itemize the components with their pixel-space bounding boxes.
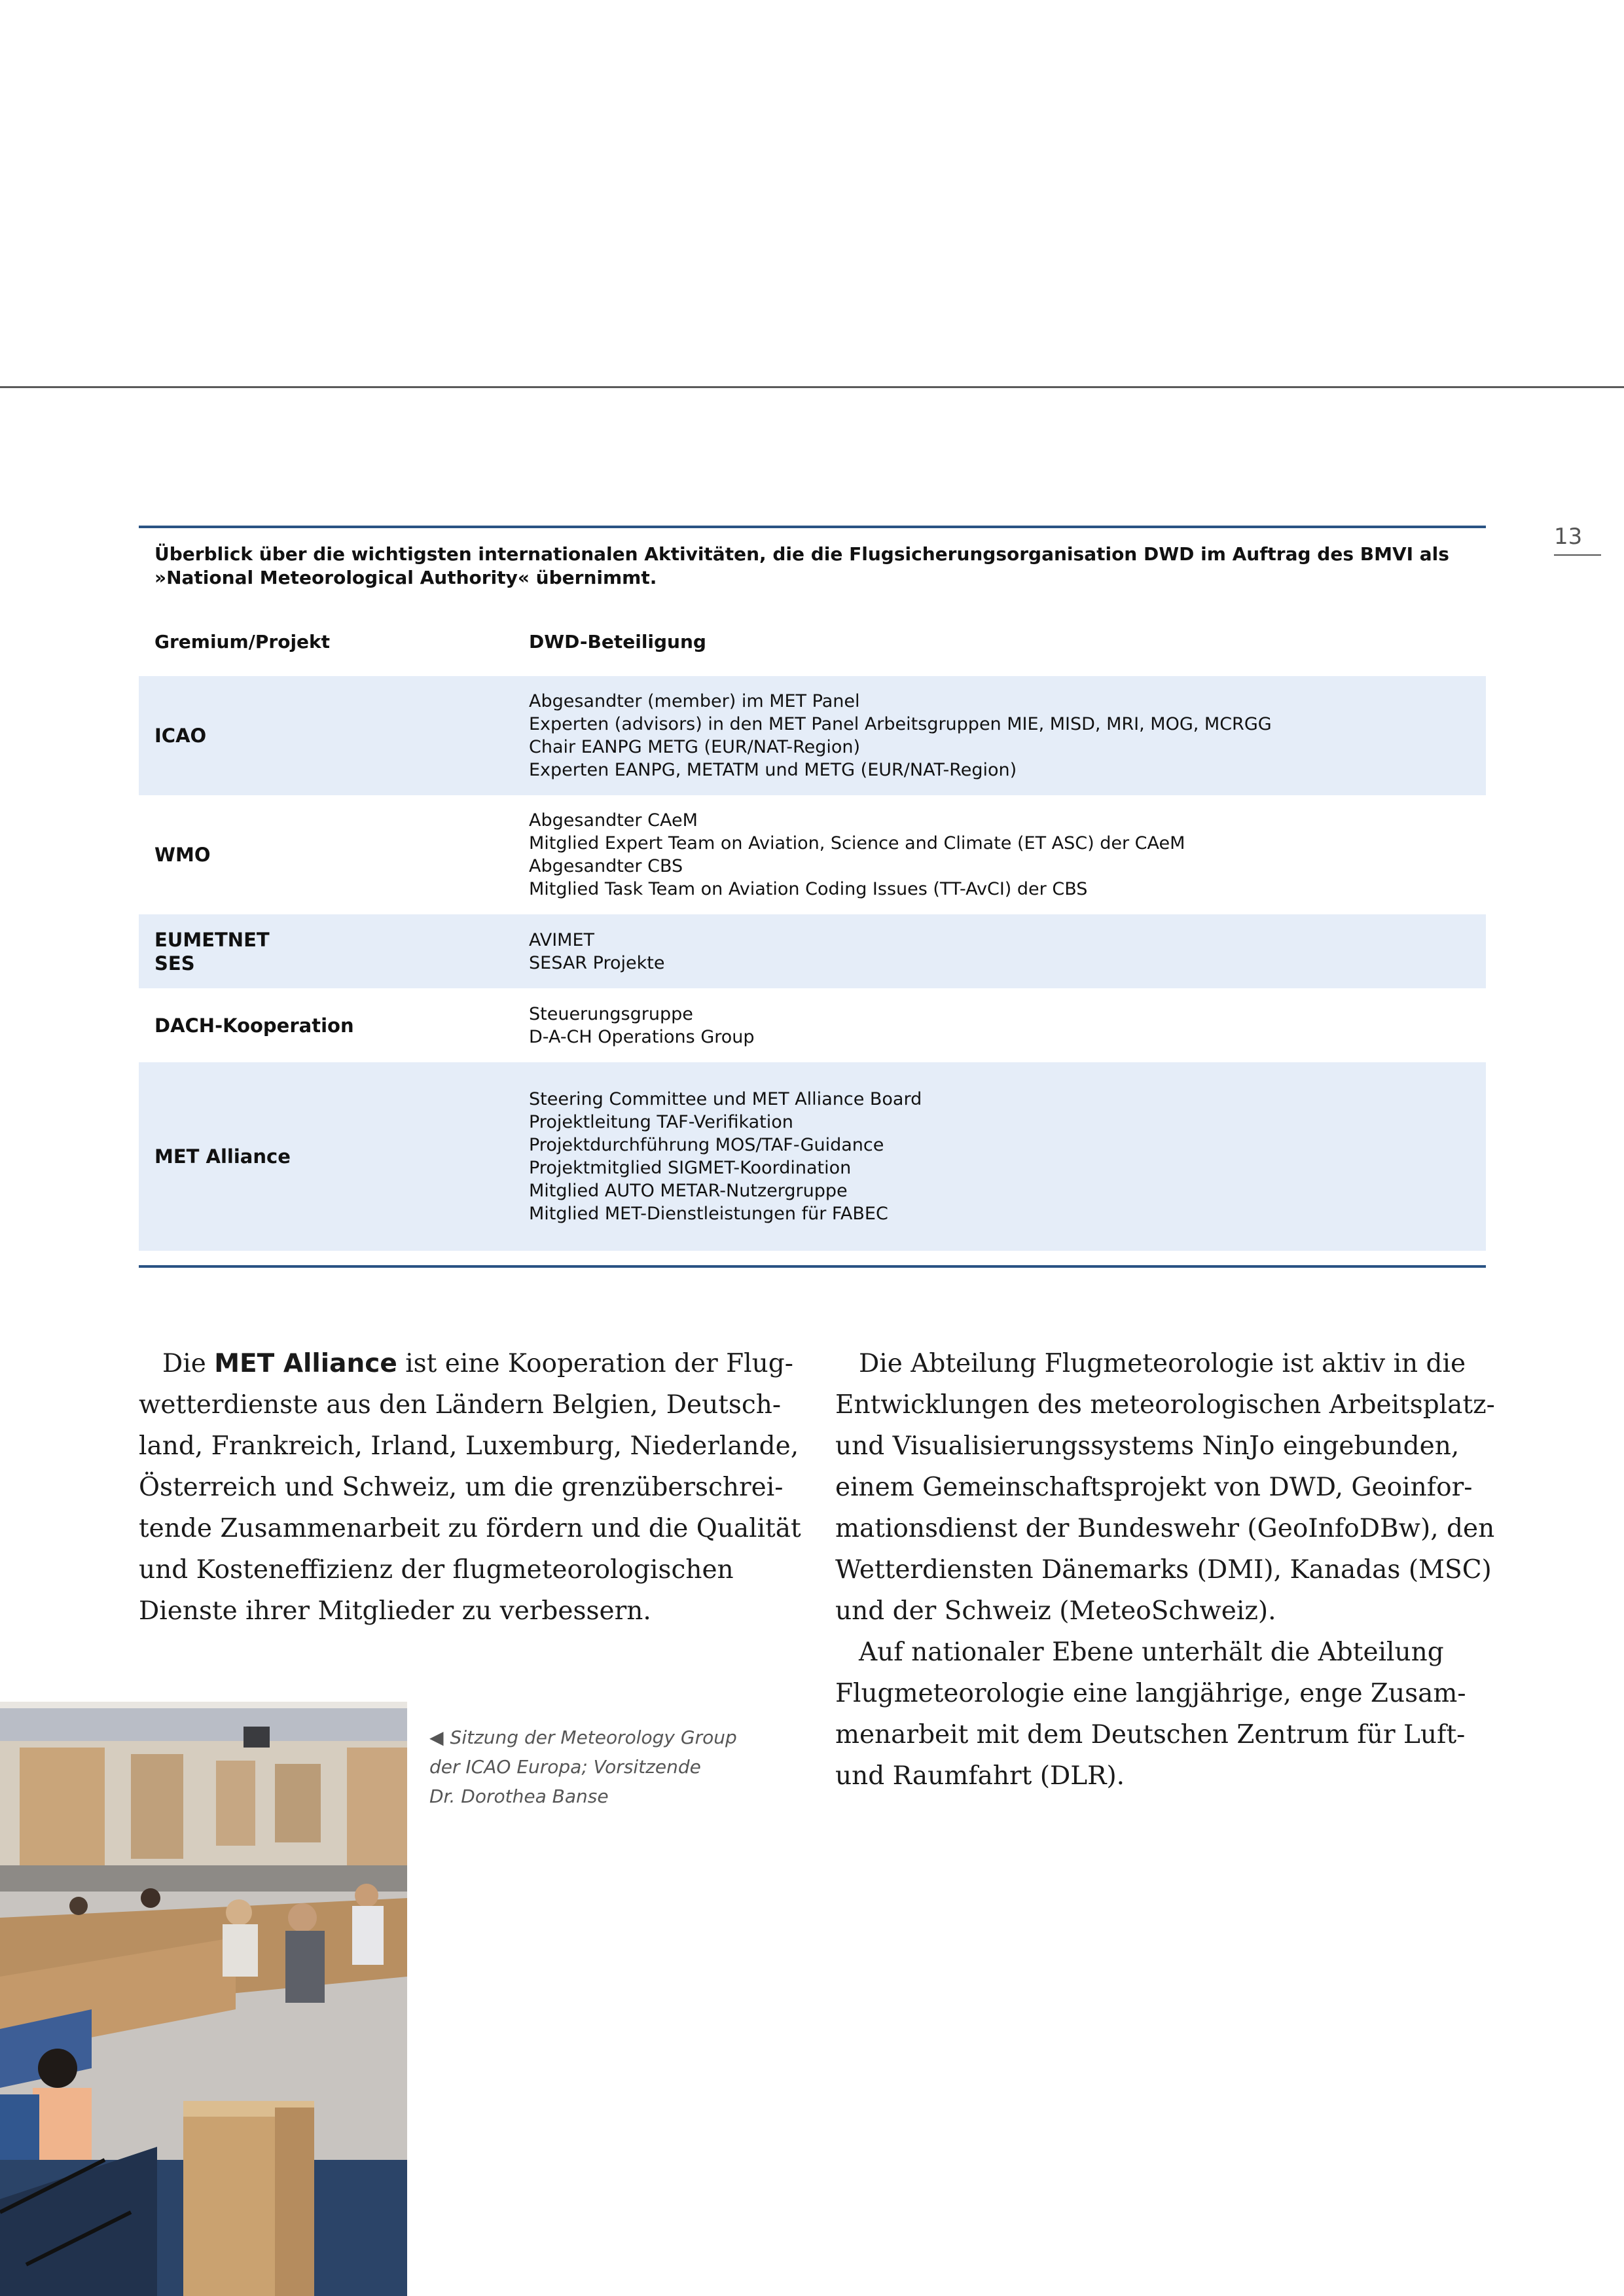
meeting-photo-illustration: [0, 1702, 407, 2296]
row-items: [529, 929, 1486, 975]
column-header-beteiligung: DWD-Beteiligung: [529, 630, 706, 653]
caption-line: Dr. Dorothea Banse: [429, 1785, 609, 1807]
row-item: Mitglied AUTO METAR-Nutzergruppe: [529, 1181, 848, 1201]
activities-table: [139, 526, 1486, 1268]
paragraph-line: Dienste ihrer Mitglieder zu verbessern.: [139, 1596, 651, 1626]
page-number: 13: [1554, 524, 1583, 550]
row-item: Steering Committee und MET Alliance Board: [529, 1089, 922, 1109]
paragraph-line: [139, 1343, 800, 1384]
row-item: Experten (advisors) in den MET Panel Arbeitsgruppen MIE, MISD, MRI, MOG, MCRGG: [529, 714, 1272, 734]
table-header-row: [139, 607, 1486, 676]
row-item: Experten EANPG, METATM und METG (EUR/NAT-Region): [529, 760, 1017, 780]
row-items: [529, 809, 1486, 901]
lead-prefix: Die: [162, 1349, 215, 1378]
paragraph-line: und Kosteneffizienz der flugmeteorologischen: [139, 1555, 734, 1585]
row-item: SESAR Projekte: [529, 952, 665, 973]
paragraph-line: Die Abteilung Flugmeteorologie ist aktiv in die: [859, 1349, 1466, 1378]
table-caption: [139, 528, 1486, 607]
table-bottom-rule: [139, 1265, 1486, 1268]
table-row-icao: [139, 676, 1486, 795]
lead-suffix: ist eine Kooperation der Flug-: [397, 1349, 793, 1378]
row-label: [139, 928, 529, 975]
column-header-gremium: Gremium/Projekt: [154, 630, 331, 653]
row-label-line: WMO: [154, 844, 211, 866]
row-label: [139, 843, 529, 867]
row-label-line: DACH-Kooperation: [154, 1014, 354, 1037]
paragraph-line: Österreich und Schweiz, um die grenzüberschrei-: [139, 1473, 784, 1502]
row-label-line: SES: [154, 952, 195, 975]
row-item: Projektmitglied SIGMET-Koordination: [529, 1158, 852, 1178]
row-item: Mitglied Expert Team on Aviation, Science and Climate (ET ASC) der CAeM: [529, 833, 1185, 853]
table-row-dach: [139, 988, 1486, 1062]
paragraph-line: und Raumfahrt (DLR).: [835, 1761, 1125, 1791]
paragraph-line: land, Frankreich, Irland, Luxemburg, Niederlande,: [139, 1431, 799, 1461]
row-label-line: EUMETNET: [154, 928, 270, 951]
left-text-column: [139, 1343, 800, 1632]
row-item: AVIMET: [529, 929, 595, 950]
row-label: [139, 1014, 529, 1037]
caption-line: [429, 1723, 796, 1752]
table-caption-line: Überblick über die wichtigsten internationalen Aktivitäten, die die Flugsicherungsorganisation DWD im Auftrag des BMVI als: [154, 543, 1449, 565]
photo-caption: [429, 1723, 796, 1811]
row-items: [529, 1088, 1486, 1225]
paragraph-line: einem Gemeinschaftsprojekt von DWD, Geoinfor-: [835, 1473, 1473, 1502]
paragraph-line: und Visualisierungssystems NinJo eingebunden,: [835, 1431, 1460, 1461]
row-item: Projektdurchführung MOS/TAF-Guidance: [529, 1135, 884, 1155]
paragraph-line: Auf nationaler Ebene unterhält die Abteilung: [859, 1638, 1444, 1667]
row-item: Abgesandter (member) im MET Panel: [529, 691, 860, 711]
row-label-line: ICAO: [154, 725, 207, 747]
caption-line: der ICAO Europa; Vorsitzende: [429, 1756, 701, 1778]
paragraph-line: Entwicklungen des meteorologischen Arbeitsplatz-: [835, 1390, 1495, 1420]
table-caption-line: »National Meteorological Authority« übernimmt.: [154, 567, 657, 588]
paragraph-line: menarbeit mit dem Deutschen Zentrum für Luft-: [835, 1720, 1466, 1749]
header-divider: [0, 386, 1624, 388]
met-alliance-emphasis: MET Alliance: [214, 1349, 397, 1378]
row-label: [139, 724, 529, 747]
row-item: Steuerungsgruppe: [529, 1003, 693, 1024]
row-item: Abgesandter CAeM: [529, 810, 698, 831]
paragraph-line: Flugmeteorologie eine langjährige, enge Zusam-: [835, 1679, 1466, 1708]
paragraph-line: tende Zusammenarbeit zu fördern und die Qualität: [139, 1514, 801, 1543]
right-text-column: [835, 1343, 1495, 1797]
paragraph-line: mationsdienst der Bundeswehr (GeoInfoDBw), den: [835, 1514, 1495, 1543]
row-item: Mitglied MET-Dienstleistungen für FABEC: [529, 1204, 888, 1224]
paragraph-line: wetterdienste aus den Ländern Belgien, Deutsch-: [139, 1390, 782, 1420]
meeting-photo: [0, 1702, 407, 2296]
table-row-met-alliance: [139, 1062, 1486, 1251]
row-items: [529, 690, 1486, 781]
row-item: Abgesandter CBS: [529, 856, 683, 876]
row-label: [139, 1145, 529, 1168]
row-item: D-A-CH Operations Group: [529, 1026, 755, 1047]
caption-text: Sitzung der Meteorology Group: [450, 1727, 737, 1748]
left-arrow-icon: ◀: [429, 1727, 444, 1748]
row-items: [529, 1003, 1486, 1049]
paragraph-line: und der Schweiz (MeteoSchweiz).: [835, 1596, 1276, 1626]
paragraph-line: Wetterdiensten Dänemarks (DMI), Kanadas (MSC): [835, 1555, 1492, 1585]
row-item: Mitglied Task Team on Aviation Coding Issues (TT-AvCI) der CBS: [529, 879, 1088, 899]
row-item: Projektleitung TAF-Verifikation: [529, 1112, 793, 1132]
row-label-line: MET Alliance: [154, 1145, 291, 1168]
table-row-wmo: [139, 795, 1486, 914]
row-item: Chair EANPG METG (EUR/NAT-Region): [529, 737, 861, 757]
page-number-underline: [1554, 554, 1601, 556]
table-row-eumetnet: [139, 914, 1486, 988]
